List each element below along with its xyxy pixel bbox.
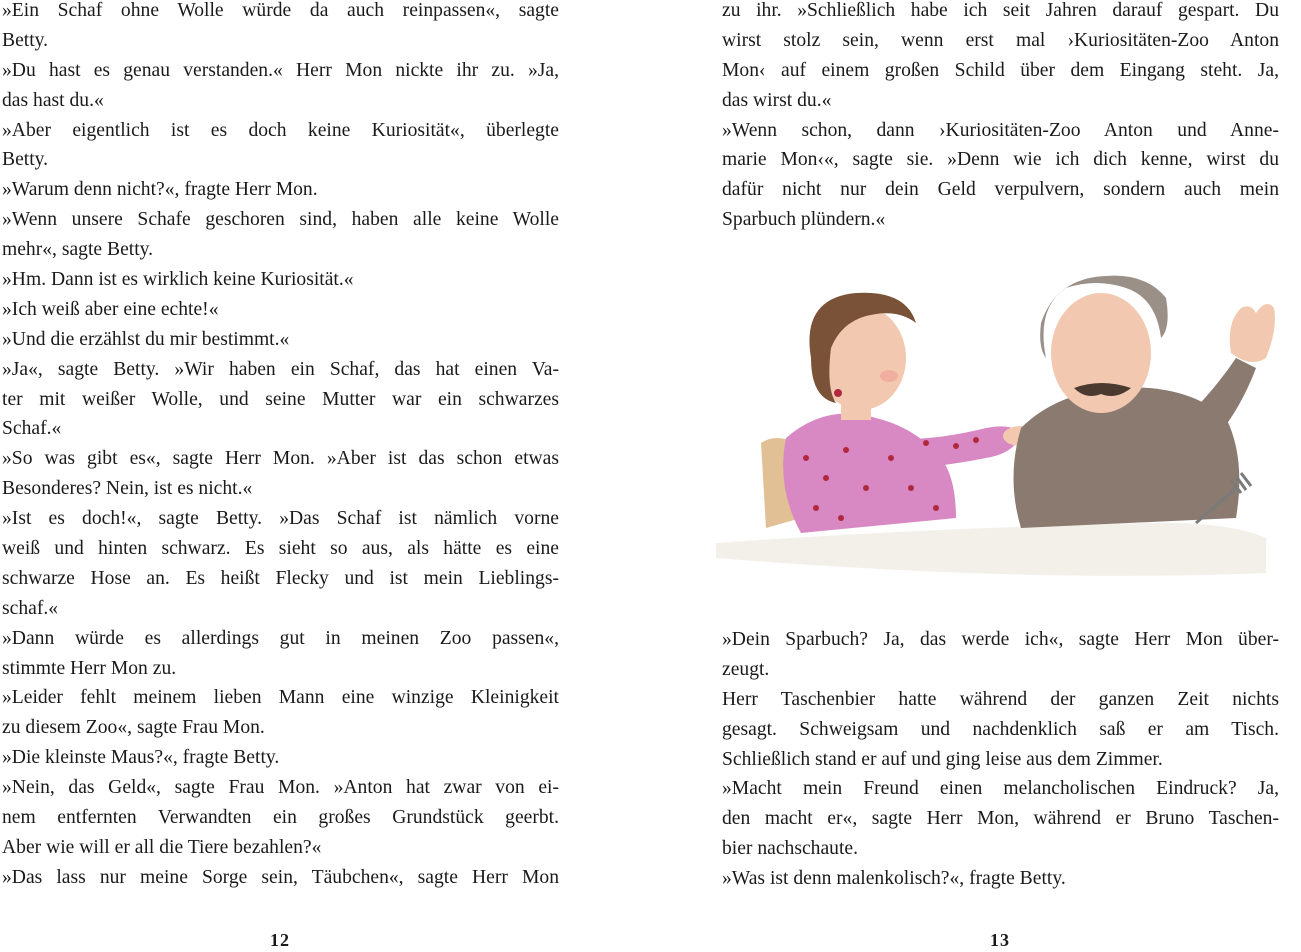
text-line: »Aber eigentlich ist es doch keine Kuriosität«, überlegte — [2, 119, 559, 141]
left-page-text — [2, 0, 559, 893]
text-line: »Das lass nur meine Sorge sein, Täubchen«, sagte Herr Mon — [2, 866, 559, 888]
text-line: ter mit weißer Wolle, und seine Mutter war ein schwarzes — [2, 388, 559, 410]
text-line: »Macht mein Freund einen melancholischen Eindruck? Ja, — [722, 778, 1279, 800]
text-line: Schließlich stand er auf und ging leise aus dem Zimmer. — [722, 748, 1163, 770]
text-line: marie Mon‹«, sagte sie. »Denn wie ich dich kenne, wirst du — [722, 149, 1279, 171]
text-line: »Hm. Dann ist es wirklich keine Kuriosität.« — [2, 269, 354, 291]
text-line: bier nachschaute. — [722, 838, 858, 860]
text-line: »Dann würde es allerdings gut in meinen Zoo passen«, — [2, 627, 559, 649]
left-page-number: 12 — [270, 930, 290, 950]
text-line: gesagt. Schweigsam und nachdenklich saß er am Tisch. — [722, 718, 1279, 740]
text-line: schwarze Hose an. Es heißt Flecky und ist mein Lieblings- — [2, 567, 559, 589]
table — [716, 523, 1266, 576]
text-line: »Leider fehlt meinem lieben Mann eine winzige Kleinigkeit — [2, 687, 559, 709]
text-line: das hast du.« — [2, 89, 104, 111]
text-line: Betty. — [2, 29, 49, 51]
text-line: stimmte Herr Mon zu. — [2, 657, 177, 679]
woman-earring — [834, 389, 842, 397]
text-line: Herr Taschenbier hatte während der ganzen Zeit nichts — [722, 688, 1279, 710]
text-line: »Und die erzählst du mir bestimmt.« — [2, 328, 290, 350]
text-line: wirst stolz sein, wenn erst mal ›Kuriositäten-Zoo Anton — [722, 29, 1279, 51]
text-line: Betty. — [2, 149, 49, 171]
text-line: »Ein Schaf ohne Wolle würde da auch reinpassen«, sagte — [2, 0, 559, 21]
woman-dress — [783, 414, 956, 534]
text-line: schaf.« — [2, 597, 59, 619]
text-line: »So was gibt es«, sagte Herr Mon. »Aber ist das schon etwas — [2, 448, 559, 470]
text-line: dafür nicht nur dein Geld verpulvern, sondern auch mein — [722, 179, 1279, 201]
text-line: »Wenn unsere Schafe geschoren sind, haben alle keine Wolle — [2, 209, 559, 231]
text-line: »Dein Sparbuch? Ja, das werde ich«, sagte Herr Mon über- — [722, 629, 1279, 650]
text-line: das wirst du.« — [722, 89, 832, 111]
text-line: Mon‹ auf einem großen Schild über dem Eingang steht. Ja, — [722, 59, 1279, 81]
text-line: Sparbuch plündern.« — [722, 209, 886, 231]
text-line: »Ist es doch!«, sagte Betty. »Das Schaf ist nämlich vorne — [2, 508, 559, 530]
text-line: den macht er«, sagte Herr Mon, während er Bruno Taschen- — [722, 808, 1279, 830]
woman-cheek — [880, 370, 898, 382]
text-line: »Die kleinste Maus?«, fragte Betty. — [2, 747, 280, 769]
text-line: »Wenn schon, dann ›Kuriositäten-Zoo Anton und Anne- — [722, 119, 1279, 141]
text-line: »Nein, das Geld«, sagte Frau Mon. »Anton hat zwar von ei- — [2, 777, 559, 799]
right-page-number: 13 — [990, 930, 1010, 950]
illustration-couple-at-table — [626, 188, 1301, 618]
text-line: Schaf.« — [2, 418, 62, 440]
man-hand-waving — [1230, 304, 1275, 362]
text-line: »Ich weiß aber eine echte!« — [2, 298, 219, 320]
man-face — [1051, 293, 1151, 413]
text-line: Besonderes? Nein, ist es nicht.« — [2, 478, 253, 500]
text-line: mehr«, sagte Betty. — [2, 239, 154, 261]
text-line: zu ihr. »Schließlich habe ich seit Jahren darauf gespart. Du — [722, 0, 1279, 21]
text-line: nem entfernten Verwandten ein großes Grundstück geerbt. — [2, 807, 559, 829]
text-line: »Du hast es genau verstanden.« Herr Mon nickte ihr zu. »Ja, — [2, 59, 559, 81]
text-line: »Warum denn nicht?«, fragte Herr Mon. — [2, 179, 318, 201]
left-page — [2, 0, 559, 893]
text-line: zeugt. — [722, 658, 770, 680]
text-line: zu diesem Zoo«, sagte Frau Mon. — [2, 717, 265, 739]
right-page-text-bottom — [722, 625, 1279, 894]
text-line: »Ja«, sagte Betty. »Wir haben ein Schaf, das hat einen Va- — [2, 358, 559, 380]
text-line: Aber wie will er all die Tiere bezahlen?« — [2, 836, 322, 858]
text-line: weiß und hinten schwarz. Es sieht so aus, als hätte es eine — [2, 538, 559, 560]
text-line: »Was ist denn malenkolisch?«, fragte Betty. — [722, 868, 1066, 890]
